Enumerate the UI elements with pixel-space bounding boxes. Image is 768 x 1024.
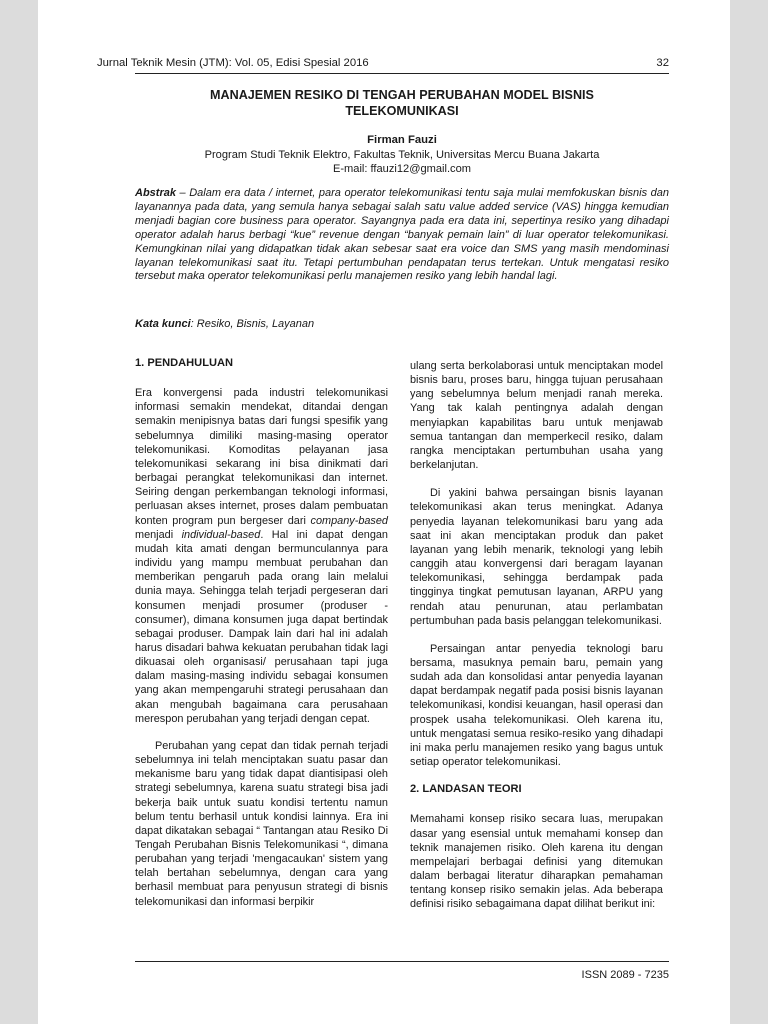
- section-heading-pendahuluan: 1. PENDAHULUAN: [135, 357, 234, 369]
- right-column: [410, 359, 663, 911]
- keywords-label: Kata kunci: [135, 318, 191, 330]
- issn-number: ISSN 2089 - 7235: [581, 969, 669, 981]
- paragraph-4: Persaingan antar penyedia teknologi baru bersama, masuknya pemain baru, pemain yang sudah ada dan konsolidasi antar penyedia layanan dapat berdampak negatif pada posisi bisnis layanan telekomunikasi, kondisi keuangan, hasil operasi dan prospek usaha telekomunikasi. Oleh karena itu, untuk mengatasi semua resiko-resiko yang dihadapi ini maka perlu manajemen resiko yang bagus untuk setiap operator telekomunikasi.: [410, 642, 663, 769]
- title-line-1: MANAJEMEN RESIKO DI TENGAH PERUBAHAN MODEL BISNIS: [210, 88, 594, 102]
- footer-rule: [135, 961, 669, 962]
- keywords: [135, 317, 669, 331]
- left-column: [135, 356, 388, 909]
- title-line-2: TELEKOMUNIKASI: [345, 104, 459, 118]
- abstract-label: Abstrak: [135, 187, 176, 199]
- header-rule: [135, 73, 669, 74]
- author-affiliation: Program Studi Teknik Elektro, Fakultas Teknik, Universitas Mercu Buana Jakarta: [204, 149, 600, 161]
- paragraph-3: Di yakini bahwa persaingan bisnis layanan telekomunikasi akan terus meningkat. Adanya penyedia layanan telekomunikasi baru yang ada saat ini akan menciptakan produk dan paket layanan yang lebih menarik, teknologi yang lebih canggih atau konvergensi dari beragam layanan telekomunikasi, sehingga berdampak pada tingginya tingkat pemutusan layanan, ARPU yang rendah atau penurunan, atau perlambatan pertumbuhan pada basis pelanggan telekomunikasi.: [410, 487, 663, 627]
- author-email: E-mail: ffauzi12@gmail.com: [332, 163, 472, 175]
- abstract: [135, 187, 669, 284]
- page-number: 32: [656, 57, 669, 69]
- abstract-text: – Dalam era data / internet, para operator telekomunikasi tentu saja mulai memfokuskan bisnis dan layanannya pada data, yang semula hanya sebagai salah satu value added service (VAS) hingga kemudian menjadi bagian core business para operator. Sayangnya pada era data ini, sepertinya resiko yang dihadapi operator adalah harus berbagi “kue” revenue dengan “banyak pemain lain” di luar operator telekomunikasi. Kemungkinan nilai yang didapatkan tidak akan sebesar saat era voice dan SMS yang masih mendominasi layanan telekomunikasi saat itu. Tetapi pertumbuhan pendapatan terus tertekan. Untuk mengatasi resiko tersebut maka operator telekomunikasi perlu manajemen resiko yang lebih handal lagi.: [135, 187, 669, 283]
- paragraph-2: Perubahan yang cepat dan tidak pernah terjadi sebelumnya ini telah menciptakan suatu pasar dan mekanisme baru yang tidak dapat diantisipasi oleh strategi sebelumnya, karena suatu strategi bisa jadi bekerja baik untuk suatu kondisi tertentu namun belum tentu berhasil untuk kondisi lainnya. Era ini dapat dikatakan sebagai “ Tantangan atau Resiko Di Tengah Perubahan Bisnis Telekomunikasi “, dimana perubahan yang terjadi 'mengacaukan' sistem yang telah bertahan sebelumnya, dengan cara yang berhasil membuat para penyusun strategi di bisnis telekomunikasi dan informasi berpikir: [135, 739, 388, 908]
- keywords-text: : Resiko, Bisnis, Layanan: [190, 318, 315, 330]
- paragraph-2-continued: ulang serta berkolaborasi untuk menciptakan model bisnis baru, proses baru, hingga tujuan perusahaan yang sebelumnya belum menjadi ranah mereka. Yang tak kalah pentingnya adalah dengan menyiapkan kapabilitas baru untuk menjawab semua tantangan dan memperkecil resiko, dalam rangka menciptakan pertumbuhan usaha yang berkelanjutan.: [410, 360, 663, 472]
- paper-title: [135, 87, 669, 119]
- section-heading-landasan-teori: 2. LANDASAN TEORI: [410, 783, 522, 796]
- journal-citation: Jurnal Teknik Mesin (JTM): Vol. 05, Edisi Spesial 2016: [97, 57, 369, 69]
- paragraph-5: Memahami konsep risiko secara luas, merupakan dasar yang esensial untuk memahami konsep dan teknik manajemen risiko. Oleh karena itu dengan mempelajari berbagai definisi yang ditemukan dalam berbagai literatur diharapkan pemahaman tentang konsep risiko semakin jelas. Ada beberapa definisi risiko sebagaimana dapat dilihat berikut ini:: [410, 813, 663, 911]
- author-name: Firman Fauzi: [367, 134, 437, 146]
- paragraph-1: Era konvergensi pada industri telekomunikasi informasi semakin mendekat, ditandai dengan semakin menipisnya batas dari fungsi spesifik yang sebelumnya dimiliki masing-masing operator telekomunikasi. Komoditas pelayanan jasa telekomunikasi sekarang ini bisa dinikmati dari berbagai perangkat telekomunikasi dan internet. Seiring dengan perkembangan teknologi informasi, perluasan akses internet, proses dalam pembuatan konten program pun bergeser dari company-based menjadi individual-based. Hal ini dapat dengan mudah kita amati dengan bermunculannya para individu yang mampu membuat perubahan dan memberikan pengaruh pada orang lain melalui dunia maya. Sehingga telah terjadi pergeseran dari konsumen menjadi prosumer (produser - consumer), dimana konsumen juga dapat bertindak sebagai produser. Dampak lain dari hal ini adalah harus disadari bahwa kekuatan perubahan tidak lagi dikuasai oleh organisasi/ perusahaan tapi juga dalam masing-masing individu sebagai konsumen yang akan mempengaruhi strategi perusahaan dan akan mengubah bagaimana cara perusahaan merespon perubahan yang terjadi dengan cepat.: [135, 387, 388, 725]
